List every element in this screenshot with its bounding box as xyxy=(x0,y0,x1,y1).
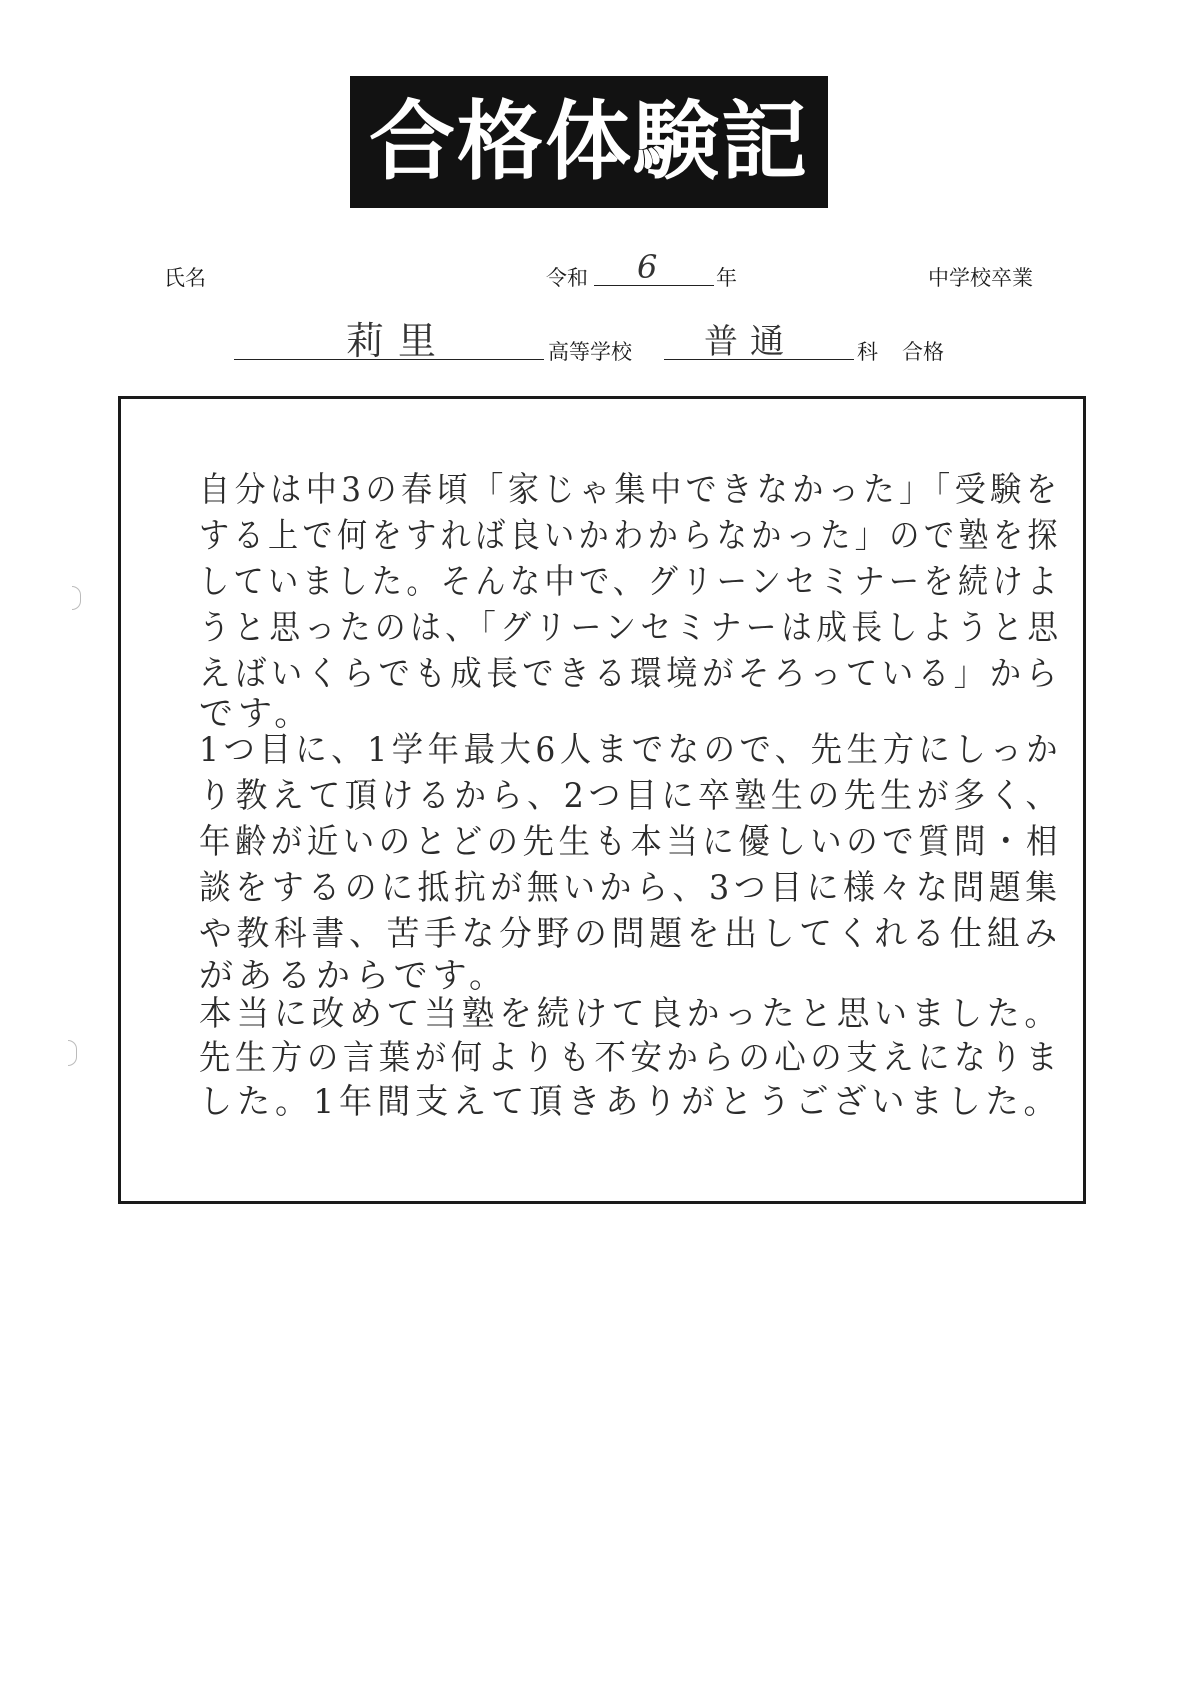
essay-line-12: があるからです。 xyxy=(199,956,508,996)
essay-line-3: していました。そんな中で、グリーンセミナーを続けよ xyxy=(199,562,1062,602)
punch-hole-mark-top xyxy=(72,586,81,610)
essay-line-5: えばいくらでも成長できる環境がそろっている」から xyxy=(199,654,1062,694)
course-underline xyxy=(664,359,854,360)
junior-high-label: 中学校卒業 xyxy=(928,266,1033,290)
essay-line-2: する上で何をすれば良いかわからなかった」ので塾を探 xyxy=(199,516,1062,556)
essay-line-4: うと思ったのは、「グリーンセミナーは成長しようと思 xyxy=(199,608,1063,648)
essay-line-14: 先生方の言葉が何よりも不安からの心の支えになりま xyxy=(199,1038,1062,1078)
year-value: 6 xyxy=(637,248,658,286)
course-unit: 科 xyxy=(857,340,878,364)
essay-line-6: です。 xyxy=(199,694,314,734)
essay-line-8: り教えて頂けるから、2つ目に卒塾生の先生が多く、 xyxy=(199,776,1062,816)
essay-line-7: 1つ目に、1学年最大6人までなので、先生方にしっか xyxy=(199,730,1063,770)
punch-hole-mark-bottom xyxy=(68,1040,77,1066)
name-label: 氏名 xyxy=(164,266,206,290)
essay-line-11: や教科書、苦手な分野の問題を出してくれる仕組み xyxy=(199,914,1062,954)
passed-label: 合格 xyxy=(902,340,944,364)
page-title: 合格体験記 xyxy=(369,91,809,192)
essay-line-10: 談をするのに抵抗が無いから、3つ目に様々な問題集 xyxy=(199,868,1062,908)
year-unit: 年 xyxy=(716,266,737,290)
era-label: 令和 xyxy=(546,266,588,290)
essay-line-15: した。1年間支えて頂きありがとうございました。 xyxy=(199,1082,1062,1122)
student-name-underline xyxy=(234,359,544,360)
student-name: 莉里 xyxy=(346,319,451,363)
title-banner xyxy=(350,76,828,208)
essay-line-1: 自分は中3の春頃「家じゃ集中できなかった」「受験を xyxy=(199,470,1062,510)
year-underline xyxy=(594,285,714,286)
essay-line-13: 本当に改めて当塾を続けて良かったと思いました。 xyxy=(199,994,1062,1034)
course-value: 普通 xyxy=(704,322,796,362)
essay-line-9: 年齢が近いのとどの先生も本当に優しいので質問・相 xyxy=(199,822,1062,862)
high-school-label: 高等学校 xyxy=(548,340,632,364)
